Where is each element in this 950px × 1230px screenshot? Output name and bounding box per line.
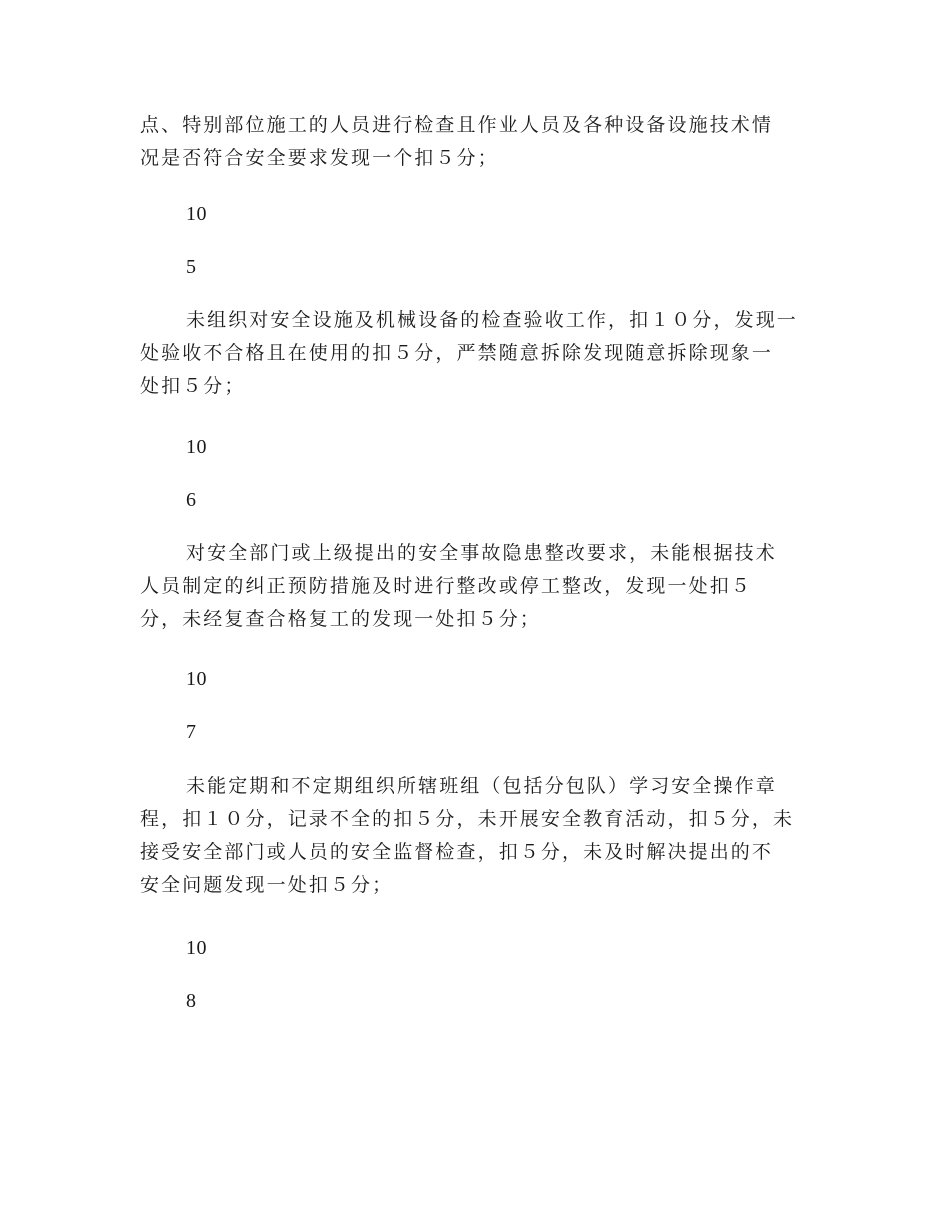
score-value: 10 (186, 668, 207, 690)
paragraph-inspection-deduction: 点、特别部位施工的人员进行检查且作业人员及各种设备设施技术情 况是否符合安全要求发现一个扣５分； (140, 114, 774, 169)
item-number: 6 (186, 489, 197, 511)
paragraph-acceptance-inspection: 未组织对安全设施及机械设备的检查验收工作，扣１０分，发现一 处验收不合格且在使用的扣５分，严禁随意拆除发现随意拆除现象一 处扣５分； (140, 309, 798, 397)
score-value: 10 (186, 203, 207, 225)
item-number: 7 (186, 721, 197, 743)
paragraph-hazard-rectification: 对安全部门或上级提出的安全事故隐患整改要求，未能根据技术 人员制定的纠正预防措施及时进行整改或停工整改，发现一处扣５ 分，未经复查合格复工的发现一处扣５分； (140, 542, 777, 630)
paragraph-safety-training: 未能定期和不定期组织所辖班组（包括分包队）学习安全操作章 程，扣１０分，记录不全的扣５分，未开展安全教育活动，扣５分，未 接受安全部门或人员的安全监督检查，扣５分，未及时解决提出的不 安全问题发现一处扣５分； (140, 775, 795, 896)
item-number: 5 (186, 256, 197, 278)
item-number: 8 (186, 990, 197, 1012)
score-value: 10 (186, 937, 207, 959)
score-value: 10 (186, 436, 207, 458)
